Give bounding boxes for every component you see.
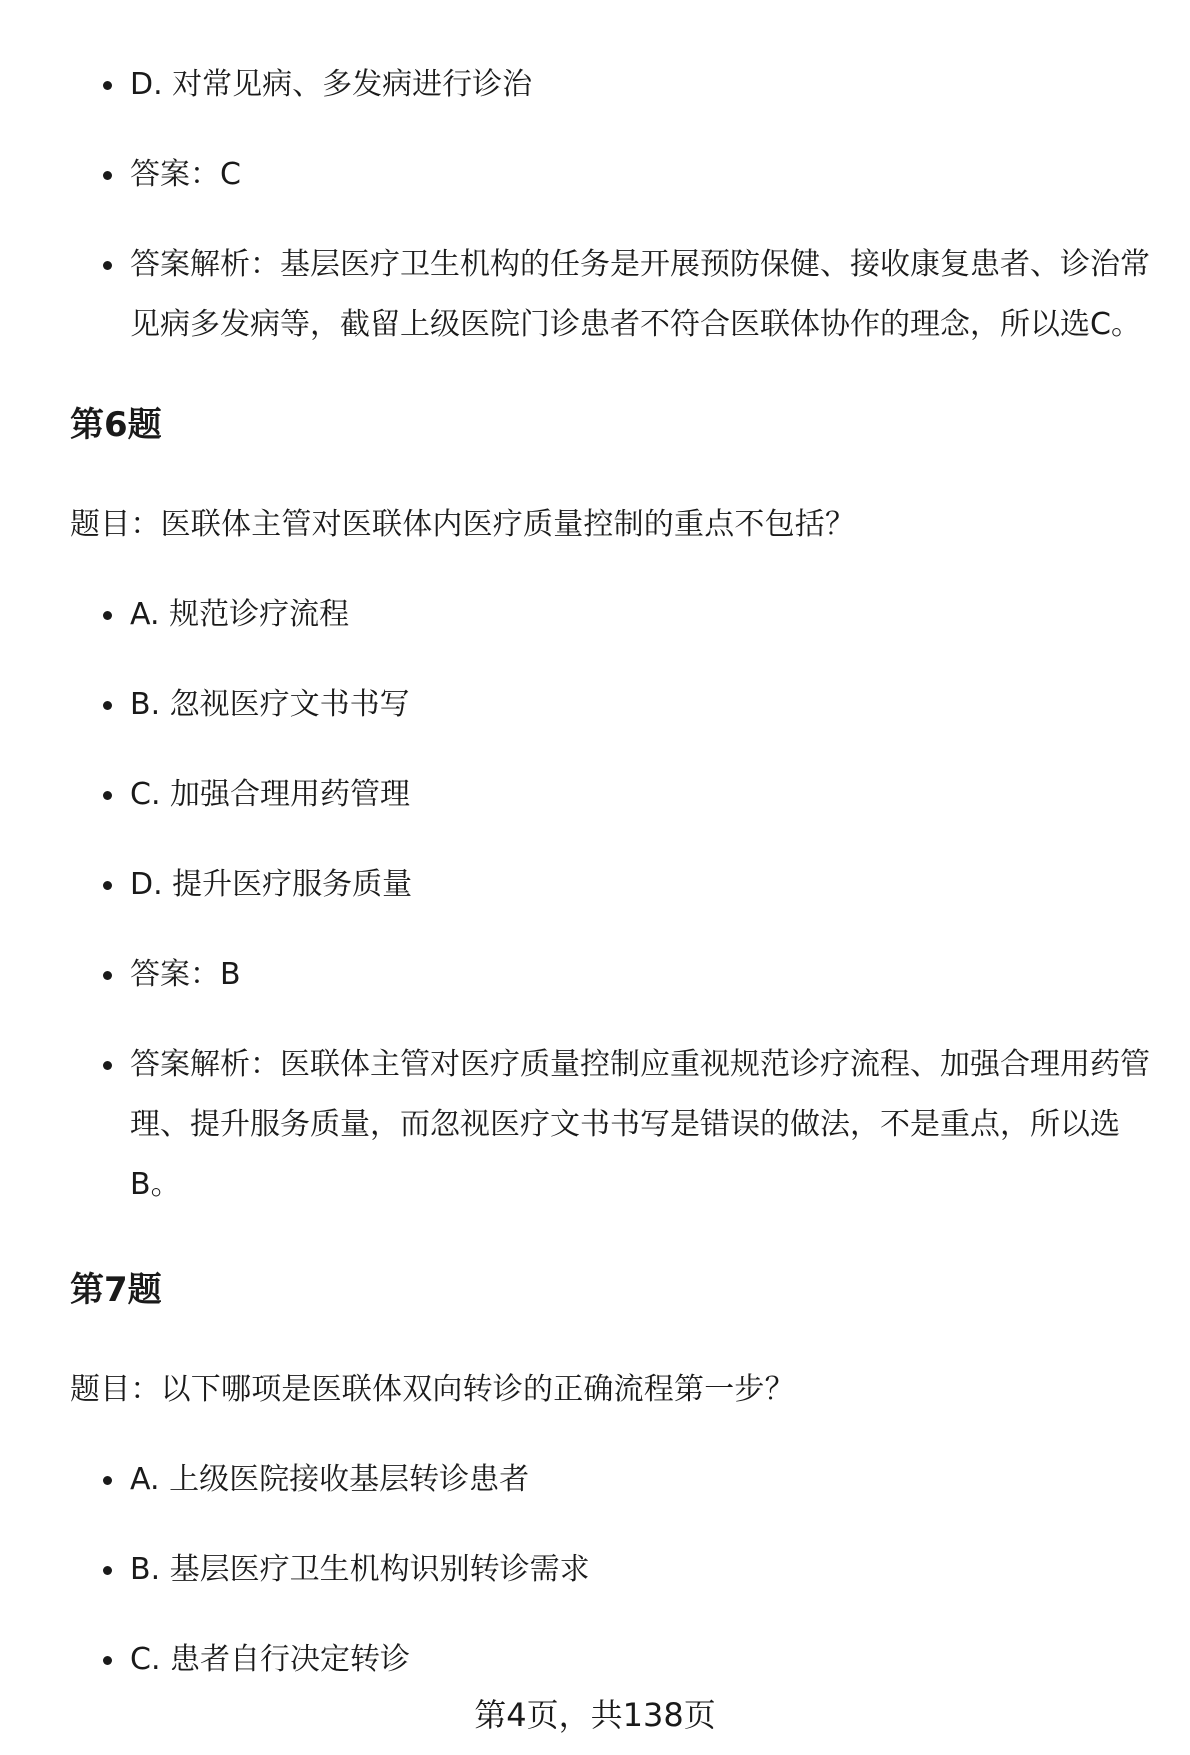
answer: 答案：B	[130, 957, 241, 992]
bullet-icon	[103, 791, 112, 800]
page-number: 第4页，共138页	[474, 1696, 716, 1734]
option-c: C. 加强合理用药管理	[130, 777, 411, 812]
analysis-line: 理、提升服务质量，而忽视医疗文书书写是错误的做法，不是重点，所以选	[130, 1107, 1120, 1142]
option-d: D. 提升医疗服务质量	[130, 867, 413, 902]
analysis-line: 见病多发病等，截留上级医院门诊患者不符合医联体协作的理念，所以选C。	[130, 307, 1141, 342]
question-heading: 第7题	[70, 1270, 162, 1310]
bullet-icon	[103, 701, 112, 710]
bullet-icon	[103, 1566, 112, 1575]
option-d: D. 对常见病、多发病进行诊治	[130, 67, 533, 102]
bullet-icon	[103, 1061, 112, 1070]
bullet-icon	[103, 1656, 112, 1665]
question-text: 题目：以下哪项是医联体双向转诊的正确流程第一步？	[70, 1372, 795, 1407]
bullet-icon	[103, 81, 112, 90]
option-b: B. 忽视医疗文书书写	[130, 687, 410, 722]
option-c: C. 患者自行决定转诊	[130, 1642, 411, 1677]
bullet-icon	[103, 171, 112, 180]
question-text: 题目：医联体主管对医联体内医疗质量控制的重点不包括？	[70, 507, 856, 542]
bullet-icon	[103, 611, 112, 620]
option-a: A. 规范诊疗流程	[130, 597, 350, 632]
answer: 答案：C	[130, 157, 241, 192]
option-a: A. 上级医院接收基层转诊患者	[130, 1462, 530, 1497]
bullet-icon	[103, 971, 112, 980]
bullet-icon	[103, 881, 112, 890]
bullet-icon	[103, 1476, 112, 1485]
analysis-line: B。	[130, 1167, 181, 1202]
option-b: B. 基层医疗卫生机构识别转诊需求	[130, 1552, 590, 1587]
analysis-line: 答案解析：医联体主管对医疗质量控制应重视规范诊疗流程、加强合理用药管	[130, 1047, 1150, 1082]
question-heading: 第6题	[70, 405, 162, 445]
bullet-icon	[103, 261, 112, 270]
analysis-line: 答案解析：基层医疗卫生机构的任务是开展预防保健、接收康复患者、诊治常	[130, 247, 1150, 282]
